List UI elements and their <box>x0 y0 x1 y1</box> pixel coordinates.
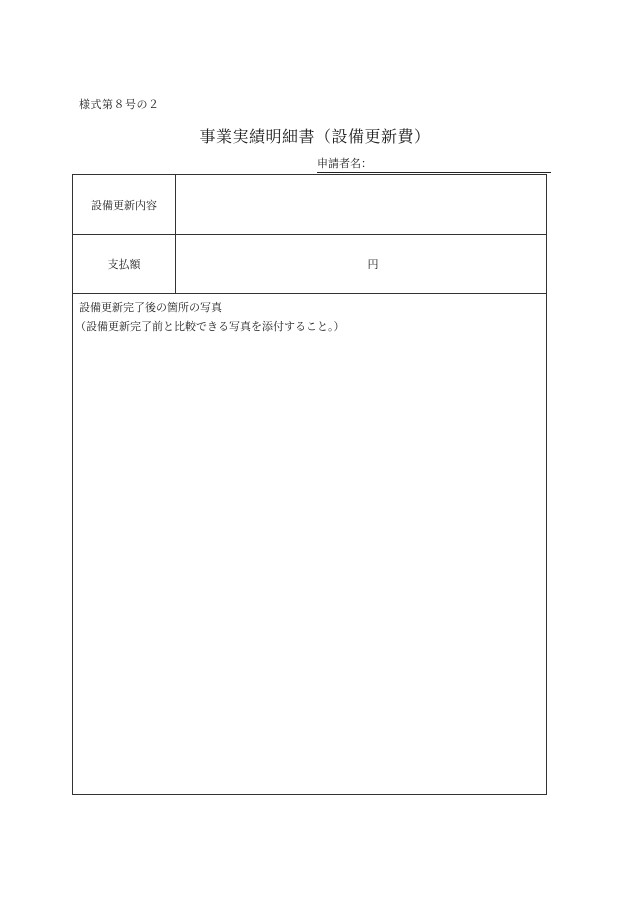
equipment-content-label: 設備更新内容 <box>73 175 176 234</box>
form-number: 様式第８号の２ <box>79 98 160 111</box>
table-row-payment-amount <box>73 235 546 294</box>
photo-attachment-area[interactable] <box>73 294 546 794</box>
table-row-equipment-content <box>73 175 546 235</box>
equipment-content-value[interactable] <box>176 175 546 234</box>
payment-amount-value[interactable] <box>176 235 546 293</box>
currency-unit: 円 <box>367 258 379 271</box>
payment-amount-label: 支払額 <box>73 235 176 293</box>
document-title: 事業実績明細書（設備更新費） <box>199 127 431 146</box>
applicant-name-field[interactable] <box>317 158 551 173</box>
applicant-name-label: 申請者名： <box>317 157 372 170</box>
photo-section-heading: 設備更新完了後の箇所の写真 <box>79 301 222 314</box>
photo-section-note: （設備更新完了前と比較できる写真を添付すること。） <box>75 320 345 333</box>
details-table <box>72 174 547 795</box>
